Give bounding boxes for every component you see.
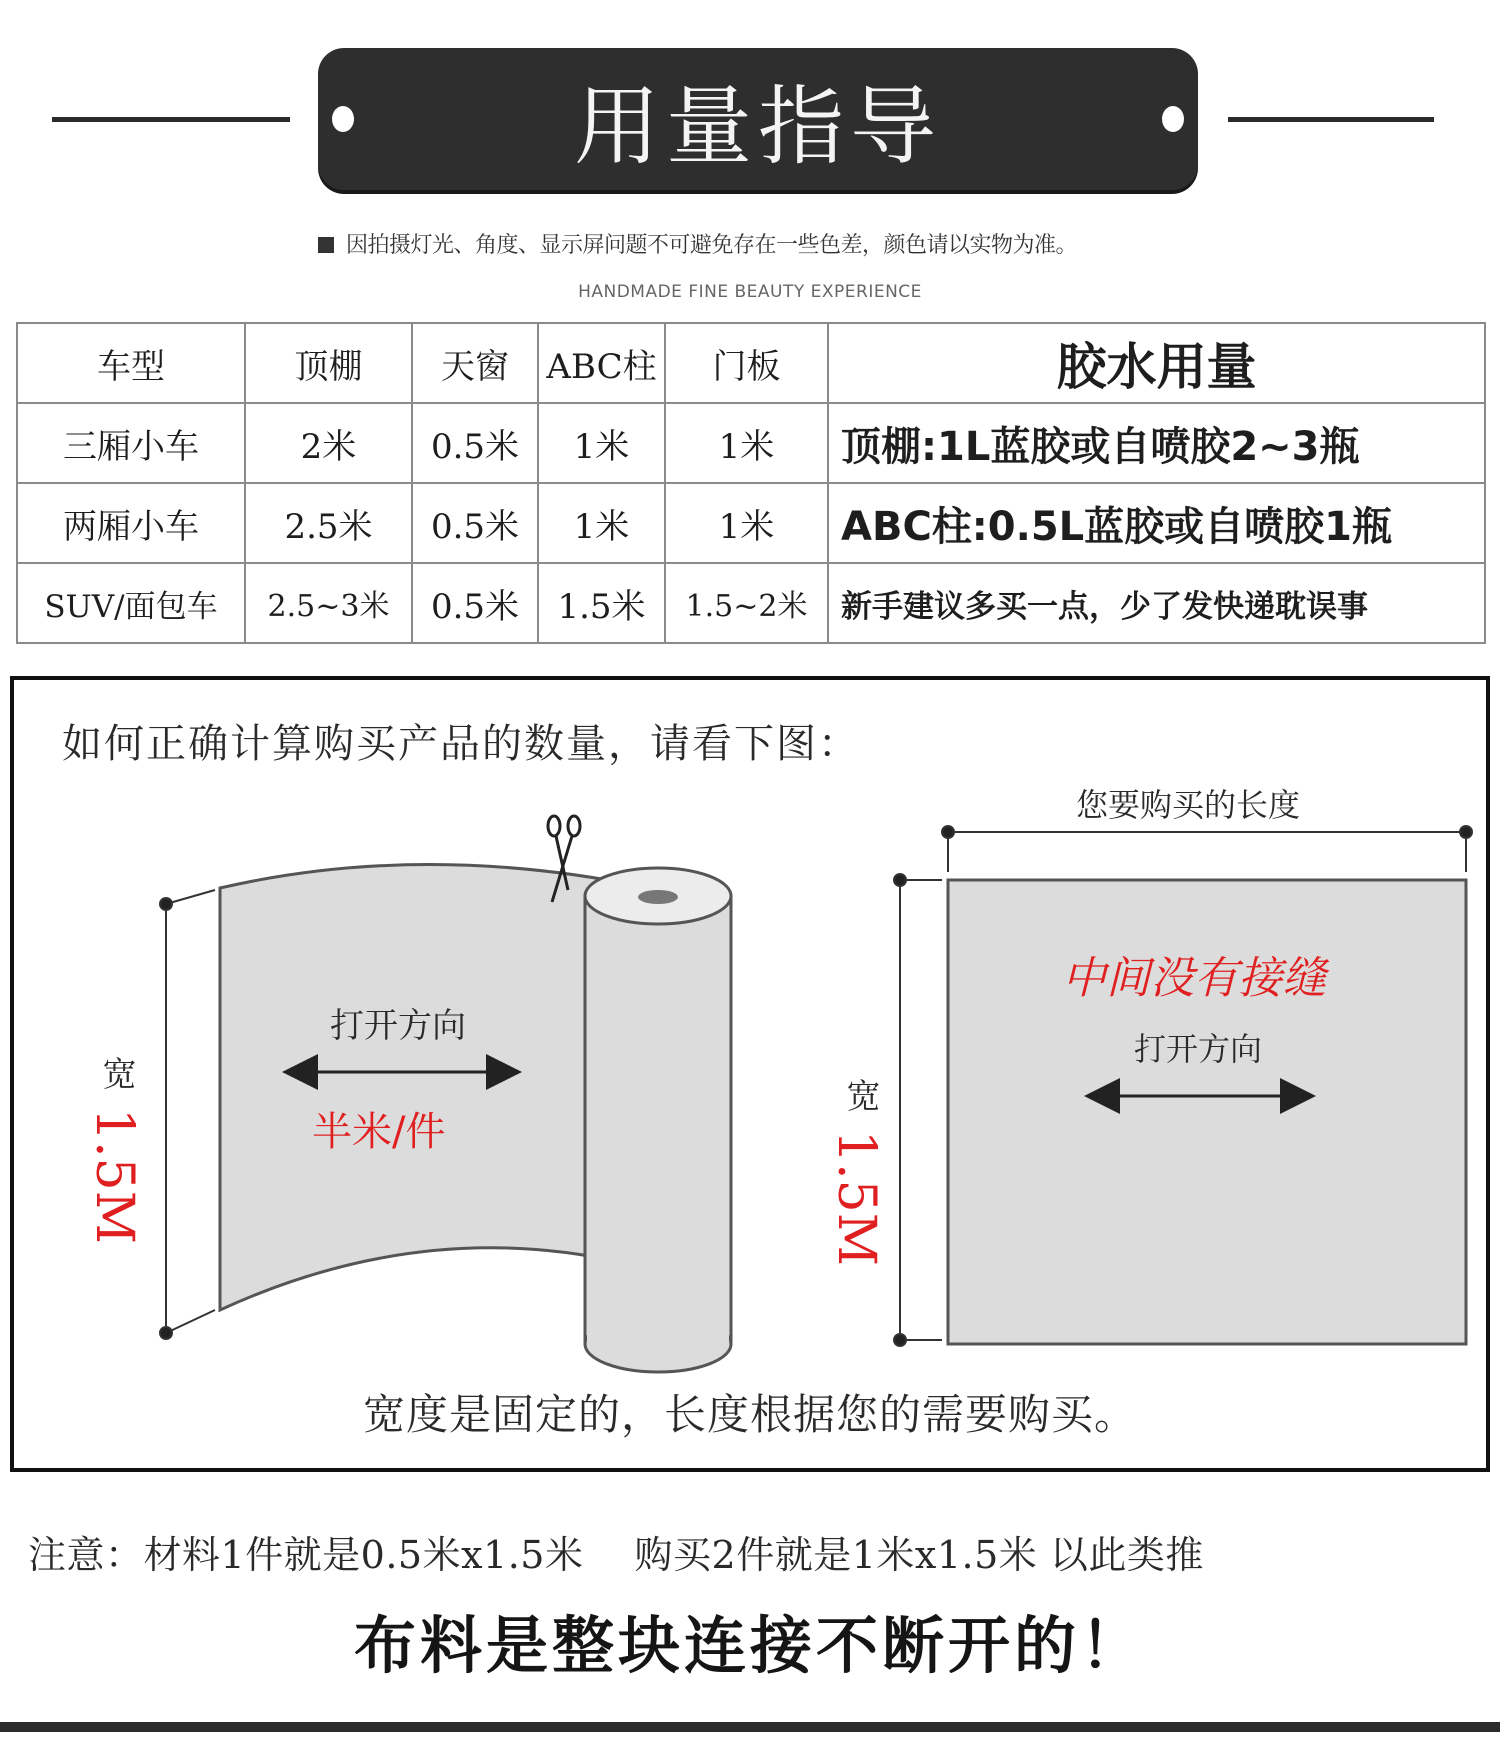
cell-door-panel: 1米 bbox=[665, 403, 828, 483]
diagram-caption: 宽度是固定的，长度根据您的需要购买。 bbox=[362, 1390, 1137, 1439]
left-open-direction-label: 打开方向 bbox=[330, 1006, 466, 1046]
cell-abc-pillar: 1米 bbox=[538, 483, 665, 563]
disclaimer-text: 因拍摄灯光、角度、显示屏问题不可避免存在一些色差，颜色请以实物为准。 bbox=[346, 233, 1078, 258]
right-width-value: 1.5M bbox=[826, 1130, 886, 1266]
unit-label: 半米/件 bbox=[312, 1109, 446, 1155]
header-abc-pillar: ABC柱 bbox=[538, 323, 665, 403]
bottom-bar bbox=[0, 1722, 1500, 1732]
length-label: 您要购买的长度 bbox=[1076, 786, 1301, 824]
note-line: 注意：材料1件就是0.5米x1.5米 购买2件就是1米x1.5米 以此类推 bbox=[28, 1533, 1204, 1577]
no-seam-label: 中间没有接缝 bbox=[1062, 953, 1326, 1004]
tagline: HANDMADE FINE BEAUTY EXPERIENCE bbox=[578, 282, 922, 302]
right-width-dimension bbox=[894, 874, 942, 1346]
cell-glue: 顶棚:1L蓝胶或自喷胶2~3瓶 bbox=[828, 403, 1485, 483]
cell-sunroof: 0.5米 bbox=[412, 403, 538, 483]
cell-roof: 2.5米 bbox=[245, 483, 412, 563]
left-width-dimension bbox=[160, 890, 215, 1339]
diagram-heading: 如何正确计算购买产品的数量，请看下图： bbox=[62, 721, 860, 767]
cell-glue: ABC柱:0.5L蓝胶或自喷胶1瓶 bbox=[828, 483, 1485, 563]
cell-car-type: 三厢小车 bbox=[17, 403, 245, 483]
cell-door-panel: 1米 bbox=[665, 483, 828, 563]
cell-abc-pillar: 1米 bbox=[538, 403, 665, 483]
right-width-label: 宽 bbox=[840, 1078, 880, 1112]
header-roof: 顶棚 bbox=[245, 323, 412, 403]
header-sunroof: 天窗 bbox=[412, 323, 538, 403]
cell-roof: 2.5~3米 bbox=[245, 563, 412, 643]
header-glue-usage: 胶水用量 bbox=[828, 323, 1485, 403]
right-open-direction-label: 打开方向 bbox=[1134, 1030, 1263, 1068]
cell-sunroof: 0.5米 bbox=[412, 483, 538, 563]
cell-roof: 2米 bbox=[245, 403, 412, 483]
cell-car-type: 两厢小车 bbox=[17, 483, 245, 563]
page-title: 用量指导 bbox=[574, 77, 942, 177]
final-statement: 布料是整块连接不断开的！ bbox=[353, 1609, 1146, 1682]
cell-abc-pillar: 1.5米 bbox=[538, 563, 665, 643]
fabric-sheet bbox=[220, 864, 640, 1310]
left-width-value: 1.5M bbox=[84, 1108, 144, 1244]
cell-glue: 新手建议多买一点，少了发快递耽误事 bbox=[828, 563, 1485, 643]
header-door-panel: 门板 bbox=[665, 323, 828, 403]
cell-sunroof: 0.5米 bbox=[412, 563, 538, 643]
cell-door-panel: 1.5~2米 bbox=[665, 563, 828, 643]
header-car-type: 车型 bbox=[17, 323, 245, 403]
length-dimension bbox=[942, 826, 1472, 872]
left-width-label: 宽 bbox=[96, 1056, 136, 1090]
cell-car-type: SUV/面包车 bbox=[17, 563, 245, 643]
fabric-roll bbox=[585, 868, 731, 1372]
